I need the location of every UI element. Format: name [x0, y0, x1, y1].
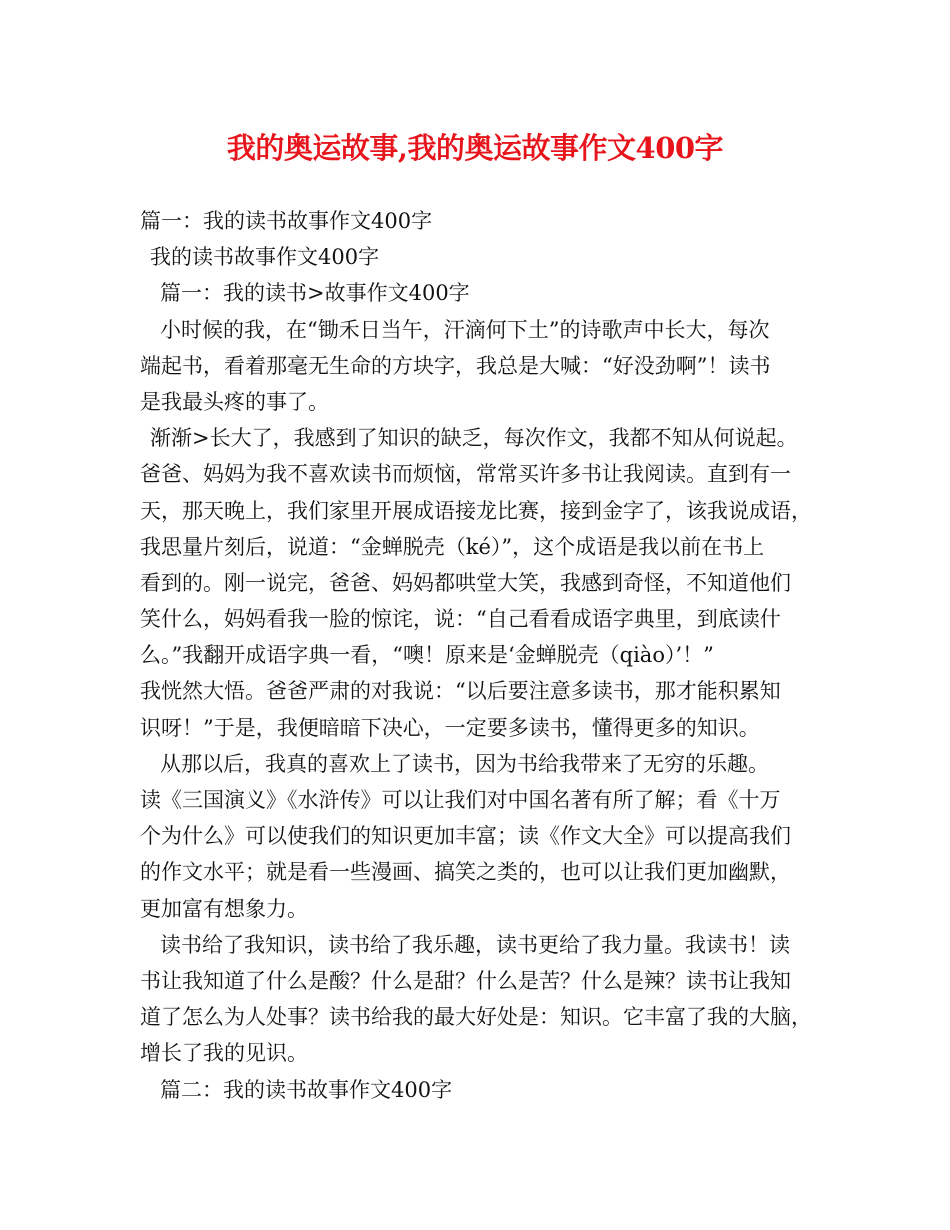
paragraph-line: 的作文水平；就是看一些漫画、搞笑之类的，也可以让我们更加幽默， — [140, 860, 791, 885]
paragraph-line: 个为什么》可以使我们的知识更加丰富；读《作文大全》可以提高我们 — [140, 824, 791, 849]
paragraph-line: 读《三国演义》《水浒传》可以让我们对中国名著有所了解；看《十万 — [140, 788, 781, 812]
paragraph-line: 我恍然大悟。爸爸严肃的对我说：“以后要注意多读书，那才能积累知 — [140, 679, 781, 704]
document-title: 我的奥运故事,我的奥运故事作文400字 — [226, 131, 724, 165]
section-heading: 篇一：我的读书>故事作文400字 — [160, 281, 470, 306]
paragraph-line: 么。”我翻开成语字典一看，“噢！原来是‘金蝉脱壳（qiào）’！” — [140, 643, 714, 668]
paragraph-line: 小时候的我，在“锄禾日当午，汗滴何下土”的诗歌声中长大，每次 — [160, 317, 770, 342]
paragraph-line: 识呀！”于是，我便暗暗下决心，一定要多读书，懂得更多的知识。 — [140, 715, 760, 740]
paragraph-line: 渐渐>长大了，我感到了知识的缺乏，每次作文，我都不知从何说起。 — [150, 426, 798, 451]
paragraph-line: 书让我知道了什么是酸？什么是甜？什么是苦？什么是辣？读书让我知 — [140, 968, 791, 993]
paragraph-line: 是我最头疼的事了。 — [140, 389, 329, 414]
paragraph-line: 从那以后，我真的喜欢上了读书，因为书给我带来了无穷的乐趣。 — [160, 751, 769, 776]
paragraph-line: 我思量片刻后，说道：“金蝉脱壳（ké）”，这个成语是我以前在书上 — [140, 534, 765, 559]
paragraph-line: 更加富有想象力。 — [140, 896, 308, 921]
paragraph-line: 爸爸、妈妈为我不喜欢读书而烦恼，常常买许多书让我阅读。直到有一 — [140, 462, 791, 487]
paragraph-line: 增长了我的见识。 — [140, 1041, 308, 1066]
document-body — [140, 203, 830, 1108]
paragraph-line: 道了怎么为人处事？读书给我的最大好处是：知识。它丰富了我的大脑， — [140, 1005, 812, 1030]
paragraph-line: 看到的。刚一说完，爸爸、妈妈都哄堂大笑，我感到奇怪，不知道他们 — [140, 570, 791, 595]
section-heading: 篇一：我的读书故事作文400字 — [140, 209, 433, 233]
section-heading: 篇二：我的读书故事作文400字 — [160, 1077, 453, 1102]
subtitle-line: 我的读书故事作文400字 — [150, 245, 380, 270]
paragraph-line: 笑什么，妈妈看我一脸的惊诧，说：“自己看看成语字典里，到底读什 — [140, 607, 781, 632]
paragraph-line: 天，那天晚上，我们家里开展成语接龙比赛，接到金字了，该我说成语， — [140, 498, 812, 523]
paragraph-line: 读书给了我知识，读书给了我乐趣，读书更给了我力量。我读书！读 — [160, 932, 790, 957]
paragraph-line: 端起书，看着那毫无生命的方块字，我总是大喊：“好没劲啊”！读书 — [140, 353, 771, 378]
